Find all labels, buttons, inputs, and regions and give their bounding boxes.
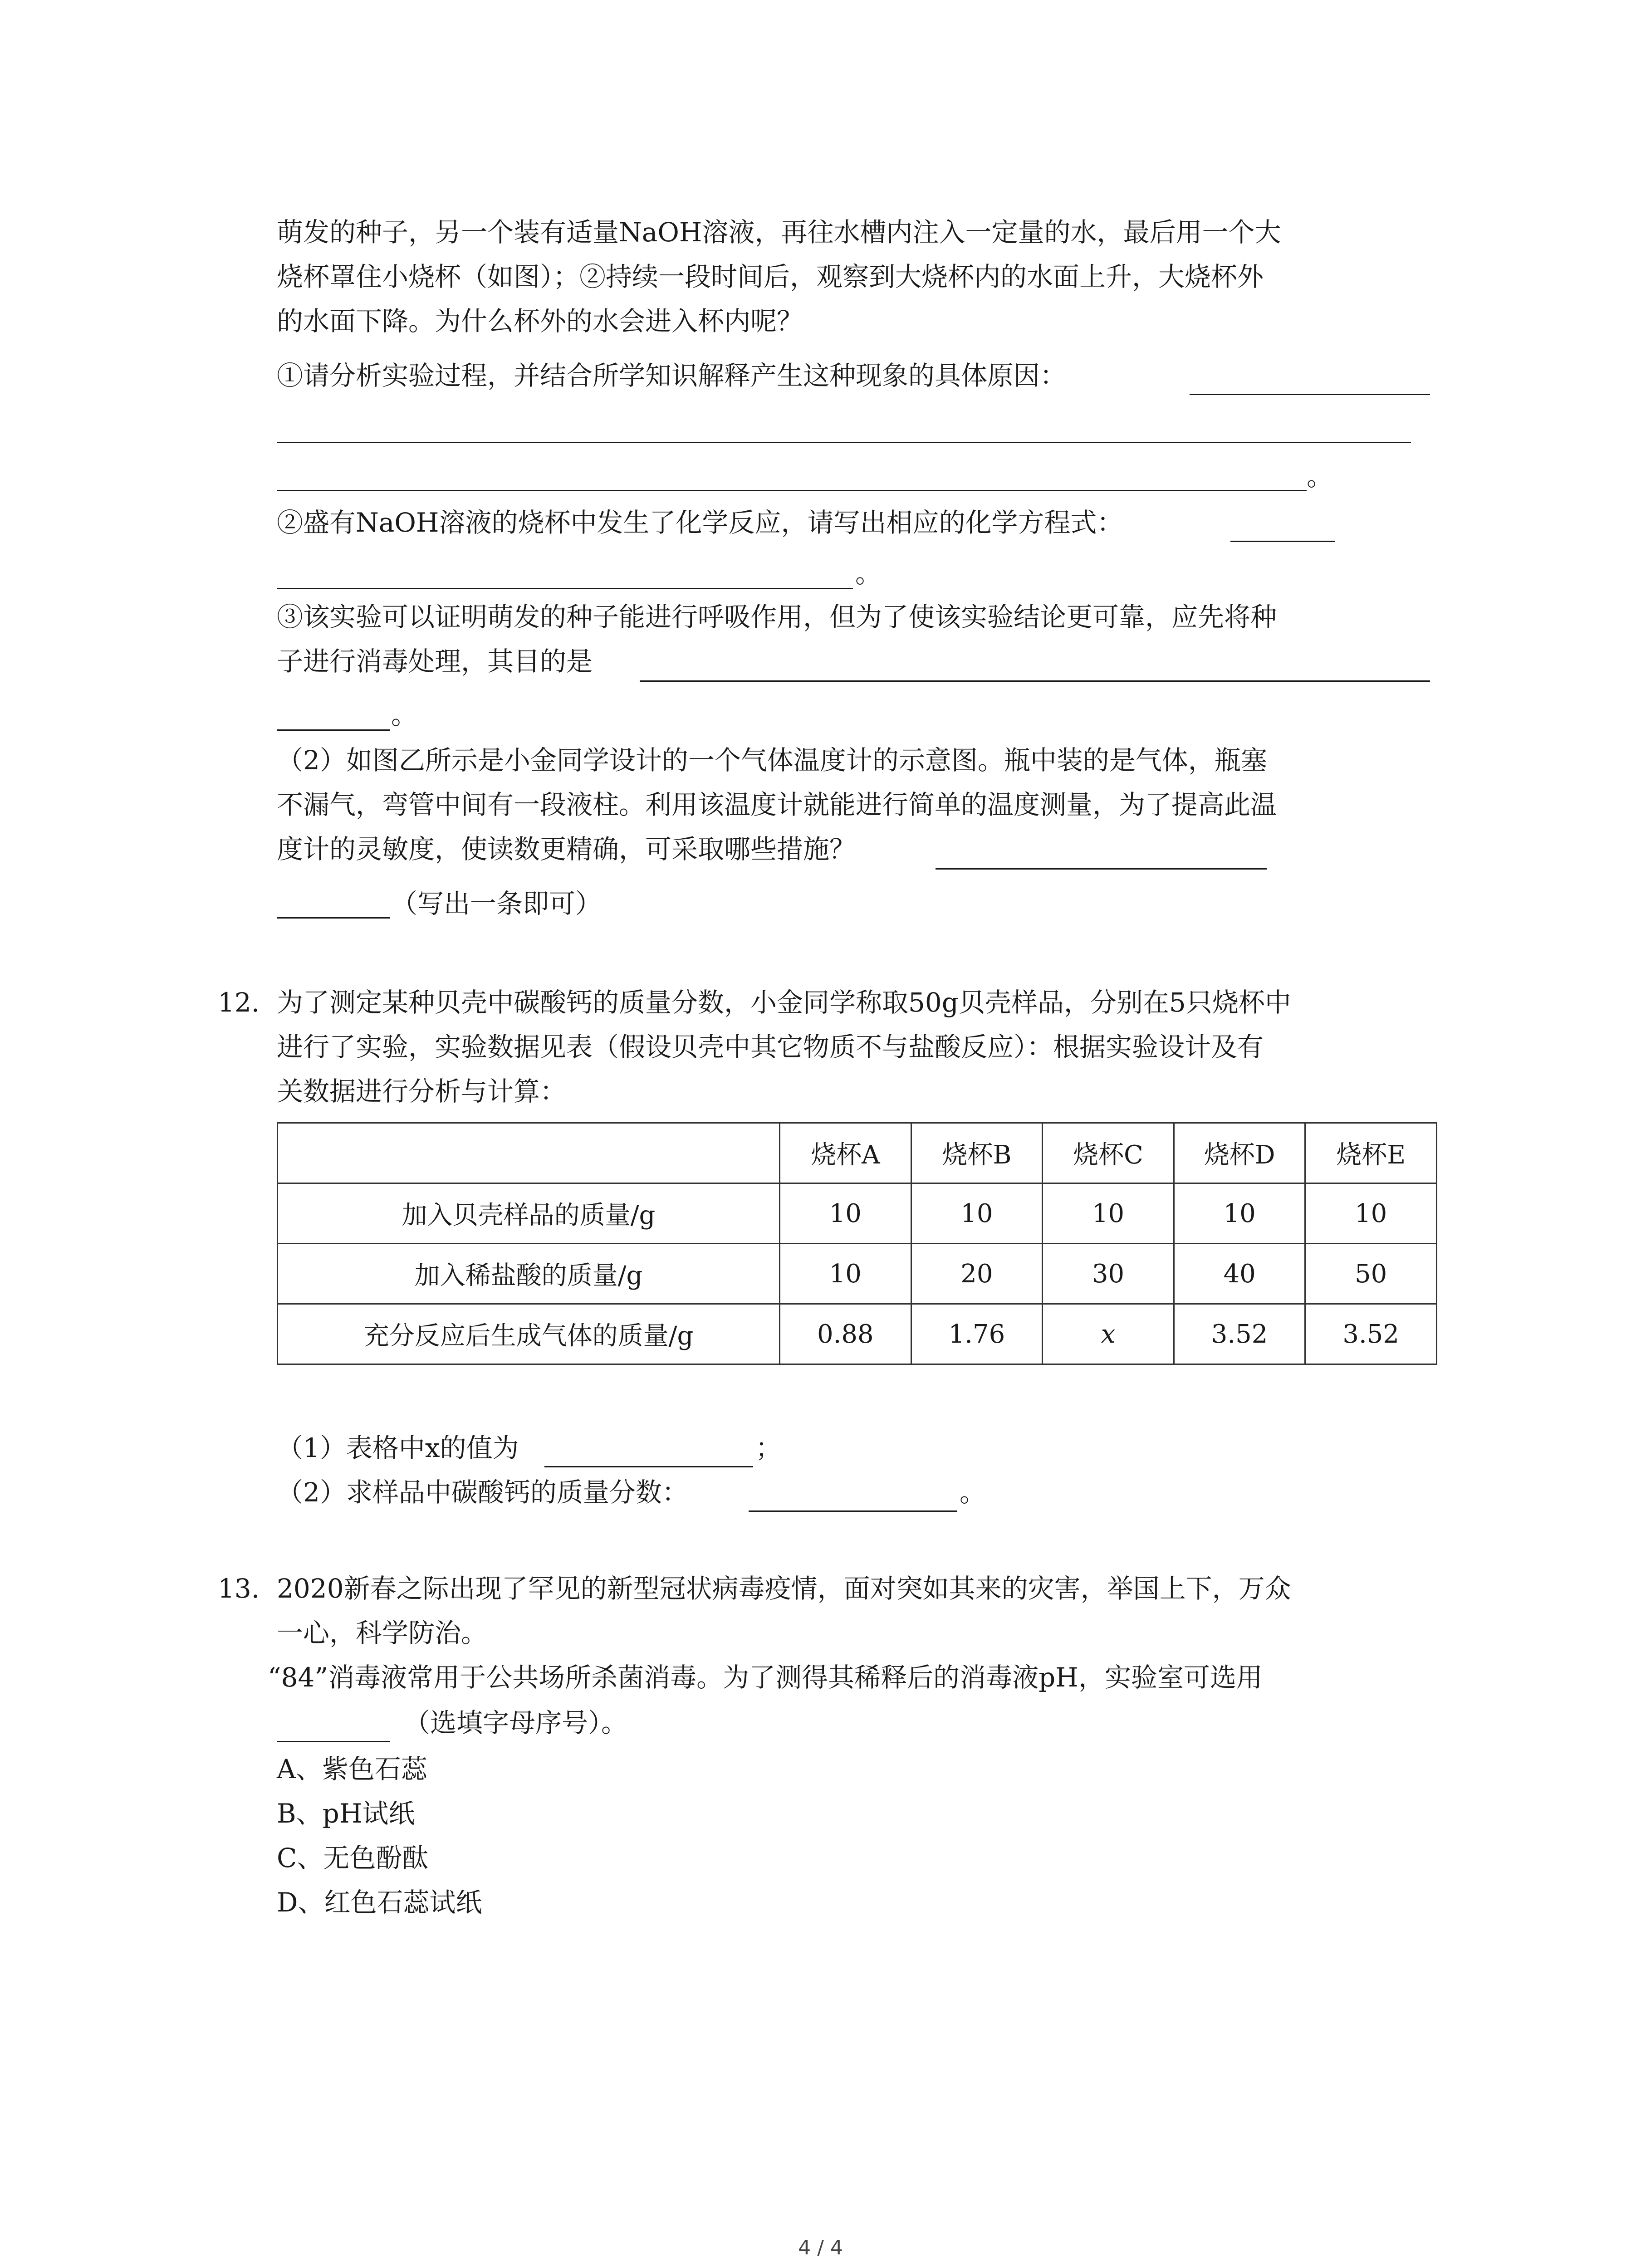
table-cell: 充分反应后生成气体的质量/g <box>278 1304 780 1364</box>
q13-line-3: “84”消毒液常用于公共场所杀菌消毒。为了测得其稀释后的消毒液pH，实验室可选用 <box>268 1662 1263 1693</box>
q13-number: 13. <box>218 1573 260 1604</box>
q12-sub1-answer-blank[interactable] <box>544 1466 753 1467</box>
q11-sub1-answer-blank-2[interactable] <box>277 442 1411 443</box>
table-cell: 0.88 <box>780 1304 911 1364</box>
table-header-cell: 烧杯D <box>1174 1123 1305 1183</box>
table-row <box>278 1304 1437 1364</box>
table-cell: 40 <box>1174 1244 1305 1304</box>
q11-line-3: 的水面下降。为什么杯外的水会进入杯内呢？ <box>277 306 803 337</box>
table-cell: 10 <box>1305 1183 1437 1244</box>
q11-sub3-line-1: ③该实验可以证明萌发的种子能进行呼吸作用，但为了使该实验结论更可靠，应先将种 <box>277 601 1277 632</box>
table-row <box>278 1244 1437 1304</box>
q13-option-c: C、无色酚酞 <box>277 1843 429 1873</box>
q11-sub3-line-2: 子进行消毒处理，其目的是 <box>277 646 593 677</box>
q11-sub2-period: 。 <box>855 558 882 589</box>
page-number: 4 / 4 <box>798 2236 843 2259</box>
table-cell: 10 <box>780 1183 911 1244</box>
q12-sub1-end: ； <box>755 1432 782 1463</box>
q13-option-d: D、红色石蕊试纸 <box>277 1887 482 1918</box>
q11-sub3-period: 。 <box>391 699 418 730</box>
table-cell: 3.52 <box>1174 1304 1305 1364</box>
table-row <box>278 1183 1437 1244</box>
table-header-cell: 烧杯C <box>1043 1123 1174 1183</box>
q12-sub2-prompt: （2）求样品中碳酸钙的质量分数： <box>277 1477 688 1508</box>
q13-line-4: （选填字母序号）。 <box>404 1707 628 1738</box>
table-cell: 30 <box>1043 1244 1174 1304</box>
q13-answer-blank[interactable] <box>277 1741 390 1742</box>
q11-part2-line-1: （2）如图乙所示是小金同学设计的一个气体温度计的示意图。瓶中装的是气体，瓶塞 <box>277 745 1267 776</box>
table-cell: 1.76 <box>911 1304 1043 1364</box>
q11-part2-hint: （写出一条即可） <box>391 888 602 919</box>
q12-sub2-answer-blank[interactable] <box>749 1510 957 1512</box>
table-cell: 3.52 <box>1305 1304 1437 1364</box>
table-cell: 10 <box>1174 1183 1305 1244</box>
table-cell: 10 <box>911 1183 1043 1244</box>
q11-part2-line-2: 不漏气，弯管中间有一段液柱。利用该温度计就能进行简单的温度测量，为了提高此温 <box>277 789 1277 820</box>
table-cell: 20 <box>911 1244 1043 1304</box>
q11-sub2-answer-blank-2[interactable] <box>277 588 853 589</box>
q12-data-table <box>277 1122 1437 1365</box>
q12-line-3: 关数据进行分析与计算： <box>277 1076 567 1107</box>
table-header-cell: 烧杯B <box>911 1123 1043 1183</box>
q11-sub2-prompt: ②盛有NaOH溶液的烧杯中发生了化学反应，请写出相应的化学方程式： <box>277 507 1123 538</box>
table-header-cell: 烧杯E <box>1305 1123 1437 1183</box>
q12-line-1: 为了测定某种贝壳中碳酸钙的质量分数，小金同学称取50g贝壳样品，分别在5只烧杯中 <box>277 987 1291 1018</box>
q11-sub2-answer-blank-1[interactable] <box>1230 541 1335 542</box>
q11-part2-line-3: 度计的灵敏度，使读数更精确，可采取哪些措施？ <box>277 834 856 865</box>
q12-line-2: 进行了实验，实验数据见表（假设贝壳中其它物质不与盐酸反应）：根据实验设计及有 <box>277 1031 1264 1062</box>
table-cell: 加入稀盐酸的质量/g <box>278 1244 780 1304</box>
table-cell: x <box>1043 1304 1174 1364</box>
table-header-row <box>278 1123 1437 1183</box>
q12-sub1-prompt: （1）表格中x的值为 <box>277 1432 519 1463</box>
table-cell: 10 <box>1043 1183 1174 1244</box>
q11-part2-answer-blank-2[interactable] <box>277 917 390 919</box>
q11-line-2: 烧杯罩住小烧杯（如图）；②持续一段时间后，观察到大烧杯内的水面上升，大烧杯外 <box>277 261 1264 292</box>
q13-line-2: 一心，科学防治。 <box>277 1618 488 1648</box>
table-cell: 10 <box>780 1244 911 1304</box>
q11-sub1-answer-blank-3[interactable] <box>277 490 1307 491</box>
q11-sub1-answer-blank-1[interactable] <box>1190 394 1430 395</box>
q11-sub1-prompt: ①请分析实验过程，并结合所学知识解释产生这种现象的具体原因： <box>277 360 1067 391</box>
q11-sub3-answer-blank-2[interactable] <box>277 729 390 731</box>
q13-line-1: 2020新春之际出现了罕见的新型冠状病毒疫情，面对突如其来的灾害，举国上下，万众 <box>277 1573 1291 1604</box>
table-header-cell <box>278 1123 780 1183</box>
q12-sub2-end: 。 <box>960 1477 986 1508</box>
q13-option-b: B、pH试纸 <box>277 1798 415 1829</box>
q11-sub1-period: 。 <box>1307 461 1333 492</box>
q11-line-1: 萌发的种子，另一个装有适量NaOH溶液，再往水槽内注入一定量的水，最后用一个大 <box>277 217 1281 248</box>
q13-option-a: A、紫色石蕊 <box>277 1754 427 1784</box>
q11-sub3-answer-blank-1[interactable] <box>640 680 1430 682</box>
q11-part2-answer-blank-1[interactable] <box>936 868 1267 870</box>
table-cell: 加入贝壳样品的质量/g <box>278 1183 780 1244</box>
table-header-cell: 烧杯A <box>780 1123 911 1183</box>
table-cell: 50 <box>1305 1244 1437 1304</box>
q12-number: 12. <box>218 987 260 1018</box>
